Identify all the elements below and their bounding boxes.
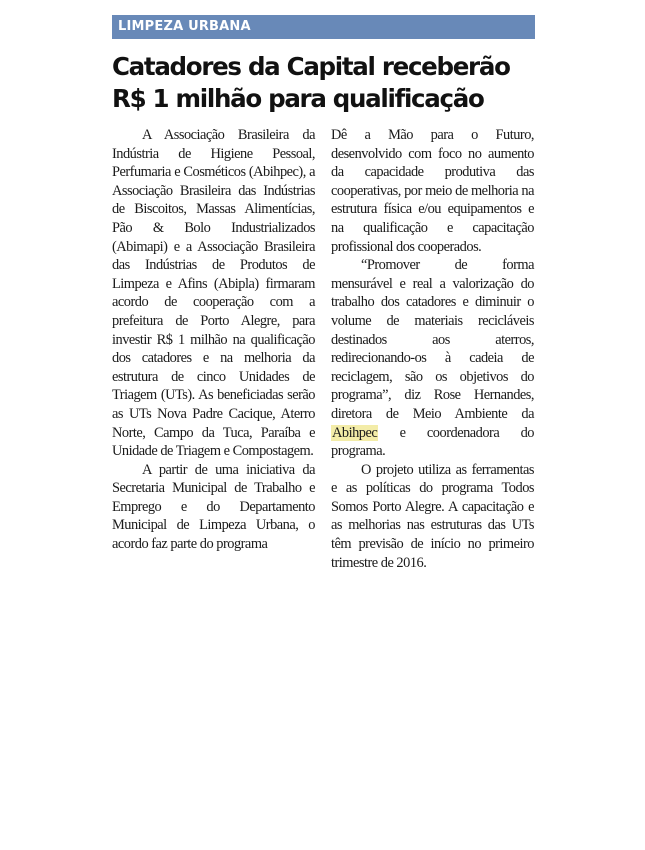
paragraph-continued: Dê a Mão para o Futuro, desenvolvido com foco no aumento da capacidade produtiva das cooperativas, por meio de melhoria na estrutura física e/ou equipamentos e na qualificação e capacitação profissional dos cooperados. xyxy=(331,127,534,255)
quote-paragraph xyxy=(331,256,534,461)
highlighted-term: Abihpec xyxy=(332,424,378,441)
headline xyxy=(112,51,535,115)
headline-line-1: Catadores da Capital receberão xyxy=(112,52,510,81)
left-column xyxy=(112,126,315,554)
paragraph: A Associação Brasileira da Indústria de Higiene Pessoal, Perfumaria e Cosméticos (Abihpec), a Associação Brasileira das Indústrias de Biscoitos, Massas Alimentícias, Pão & Bolo Industrializados (Abimapi) e a Associação Brasileira das Indústrias de Produtos de Limpeza e Afins (Abipla) firmaram acordo de cooperação com a prefeitura de Porto Alegre, para investir R$ 1 milhão na qualificação dos catadores e na melhoria da estrutura de cinco Unidades de Triagem (UTs). As beneficiadas serão as UTs Nova Padre Cacique, Aterro Norte, Campo da Tuca, Paraíba e Unidade de Triagem e Compostagem. xyxy=(112,127,315,460)
right-column xyxy=(331,126,534,572)
news-clipping xyxy=(112,15,535,571)
section-label: LIMPEZA URBANA xyxy=(112,15,535,39)
paragraph: A partir de uma iniciativa da Secretaria Municipal de Trabalho e Emprego e do Departamento Municipal de Limpeza Urbana, o acordo faz parte do programa xyxy=(112,461,315,553)
headline-line-2: R$ 1 milhão para qualificação xyxy=(112,84,484,113)
quote-text: “Promover de forma mensurável e real a valorização do trabalho dos catadores e diminuir o volume de materiais recicláveis destinados aos aterros, redirecionando-os à cadeia de reciclagem, são os objetivos do programa”, diz Rose Hernandes, diretora de Meio Ambiente da xyxy=(331,257,534,422)
quote-text-end: e coordenadora do programa. xyxy=(331,424,534,460)
paragraph: O projeto utiliza as ferramentas e as políticas do programa Todos Somos Porto Alegre. A capacitação e as melhorias nas estruturas das UTs têm previsão de início no primeiro trimestre de 2016. xyxy=(331,461,534,571)
